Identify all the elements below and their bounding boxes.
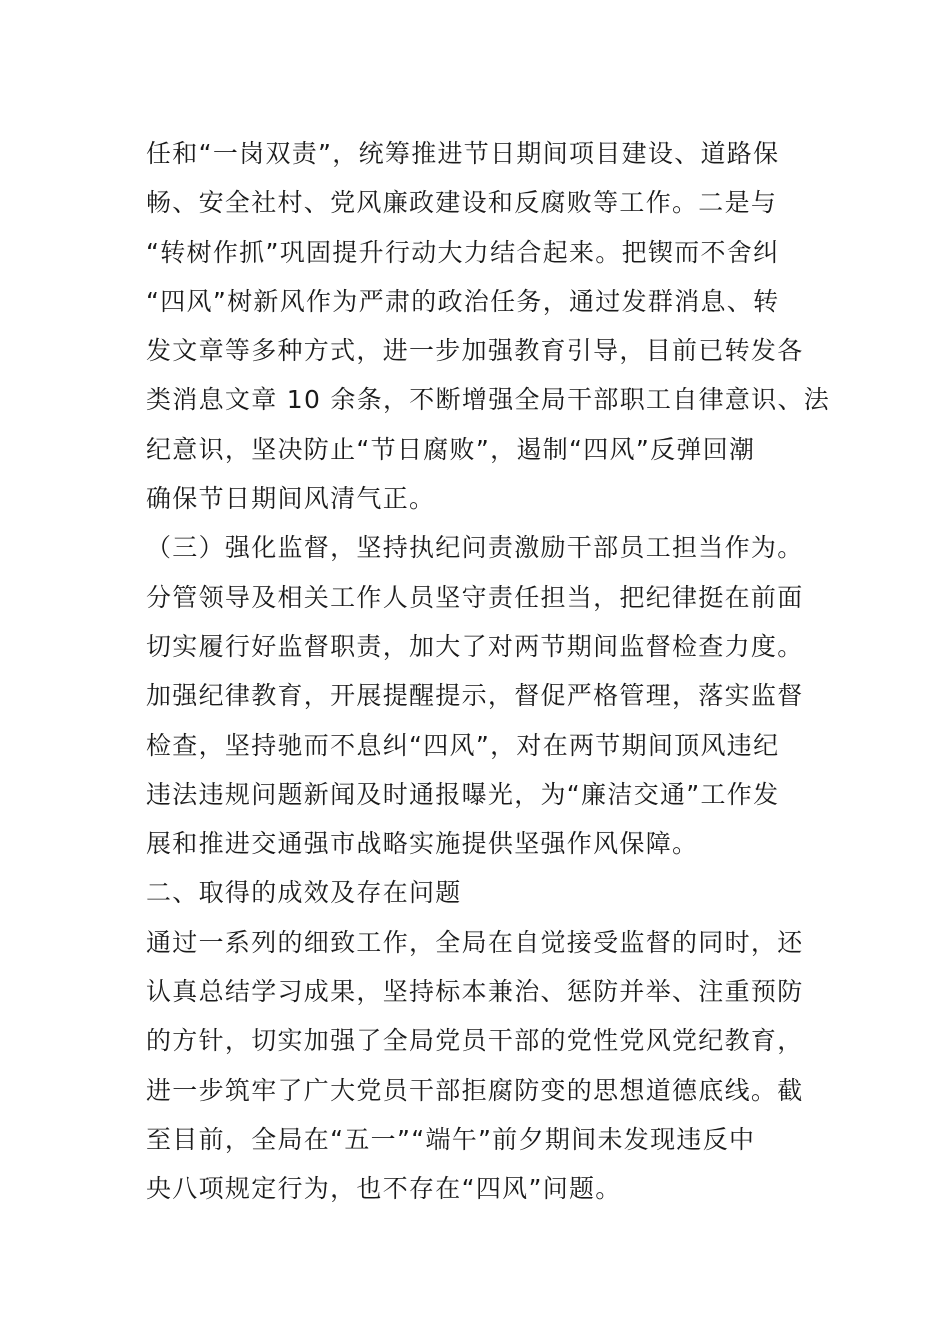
text-line: 纪意识，坚决防止“节日腐败”，遏制“四风”反弹回潮 bbox=[146, 434, 756, 464]
text-line: 加强纪律教育，开展提醒提示，督促严格管理，落实监督 bbox=[146, 681, 804, 711]
text-line: 确保节日期间风清气正。 bbox=[146, 484, 436, 514]
text-line: “转树作抓”巩固提升行动大力结合起来。把锲而不舍纠 bbox=[146, 237, 780, 267]
text-line: 类消息文章 10 余条，不断增强全局干部职工自律意识、法 bbox=[146, 385, 831, 415]
text-line: 进一步筑牢了广大党员干部拒腐防变的思想道德底线。截 bbox=[146, 1075, 804, 1105]
section-heading: 二、取得的成效及存在问题 bbox=[146, 878, 462, 908]
text-line: 分管领导及相关工作人员坚守责任担当，把纪律挺在前面 bbox=[146, 582, 804, 612]
section-heading: （三）强化监督，坚持执纪问责激励干部员工担当作为。 bbox=[146, 533, 804, 563]
text-line: 检查，坚持驰而不息纠“四风”，对在两节期间顶风违纪 bbox=[146, 730, 780, 760]
text-line: 央八项规定行为，也不存在“四风”问题。 bbox=[146, 1174, 622, 1204]
text-line: 任和“一岗双责”，统筹推进节日期间项目建设、道路保 bbox=[146, 139, 780, 168]
text-line: 违法违规问题新闻及时通报曝光，为“廉洁交通”工作发 bbox=[146, 779, 780, 809]
text-line: 畅、安全社村、党风廉政建设和反腐败等工作。二是与 bbox=[146, 188, 778, 218]
text-line: “四风”树新风作为严肃的政治任务，通过发群消息、转 bbox=[146, 286, 780, 316]
text-line: 通过一系列的细致工作，全局在自觉接受监督的同时，还 bbox=[146, 927, 804, 957]
text-line: 至目前，全局在“五一”“端午”前夕期间未发现违反中 bbox=[146, 1124, 756, 1154]
document-body bbox=[146, 129, 831, 1214]
text-line: 的方针，切实加强了全局党员干部的党性党风党纪教育， bbox=[146, 1026, 804, 1056]
text-line: 切实履行好监督职责，加大了对两节期间监督检查力度。 bbox=[146, 631, 804, 661]
text-line: 展和推进交通强市战略实施提供坚强作风保障。 bbox=[146, 829, 699, 859]
text-line: 发文章等多种方式，进一步加强教育引导，目前已转发各 bbox=[146, 336, 804, 366]
text-line: 认真总结学习成果，坚持标本兼治、惩防并举、注重预防 bbox=[146, 977, 804, 1007]
